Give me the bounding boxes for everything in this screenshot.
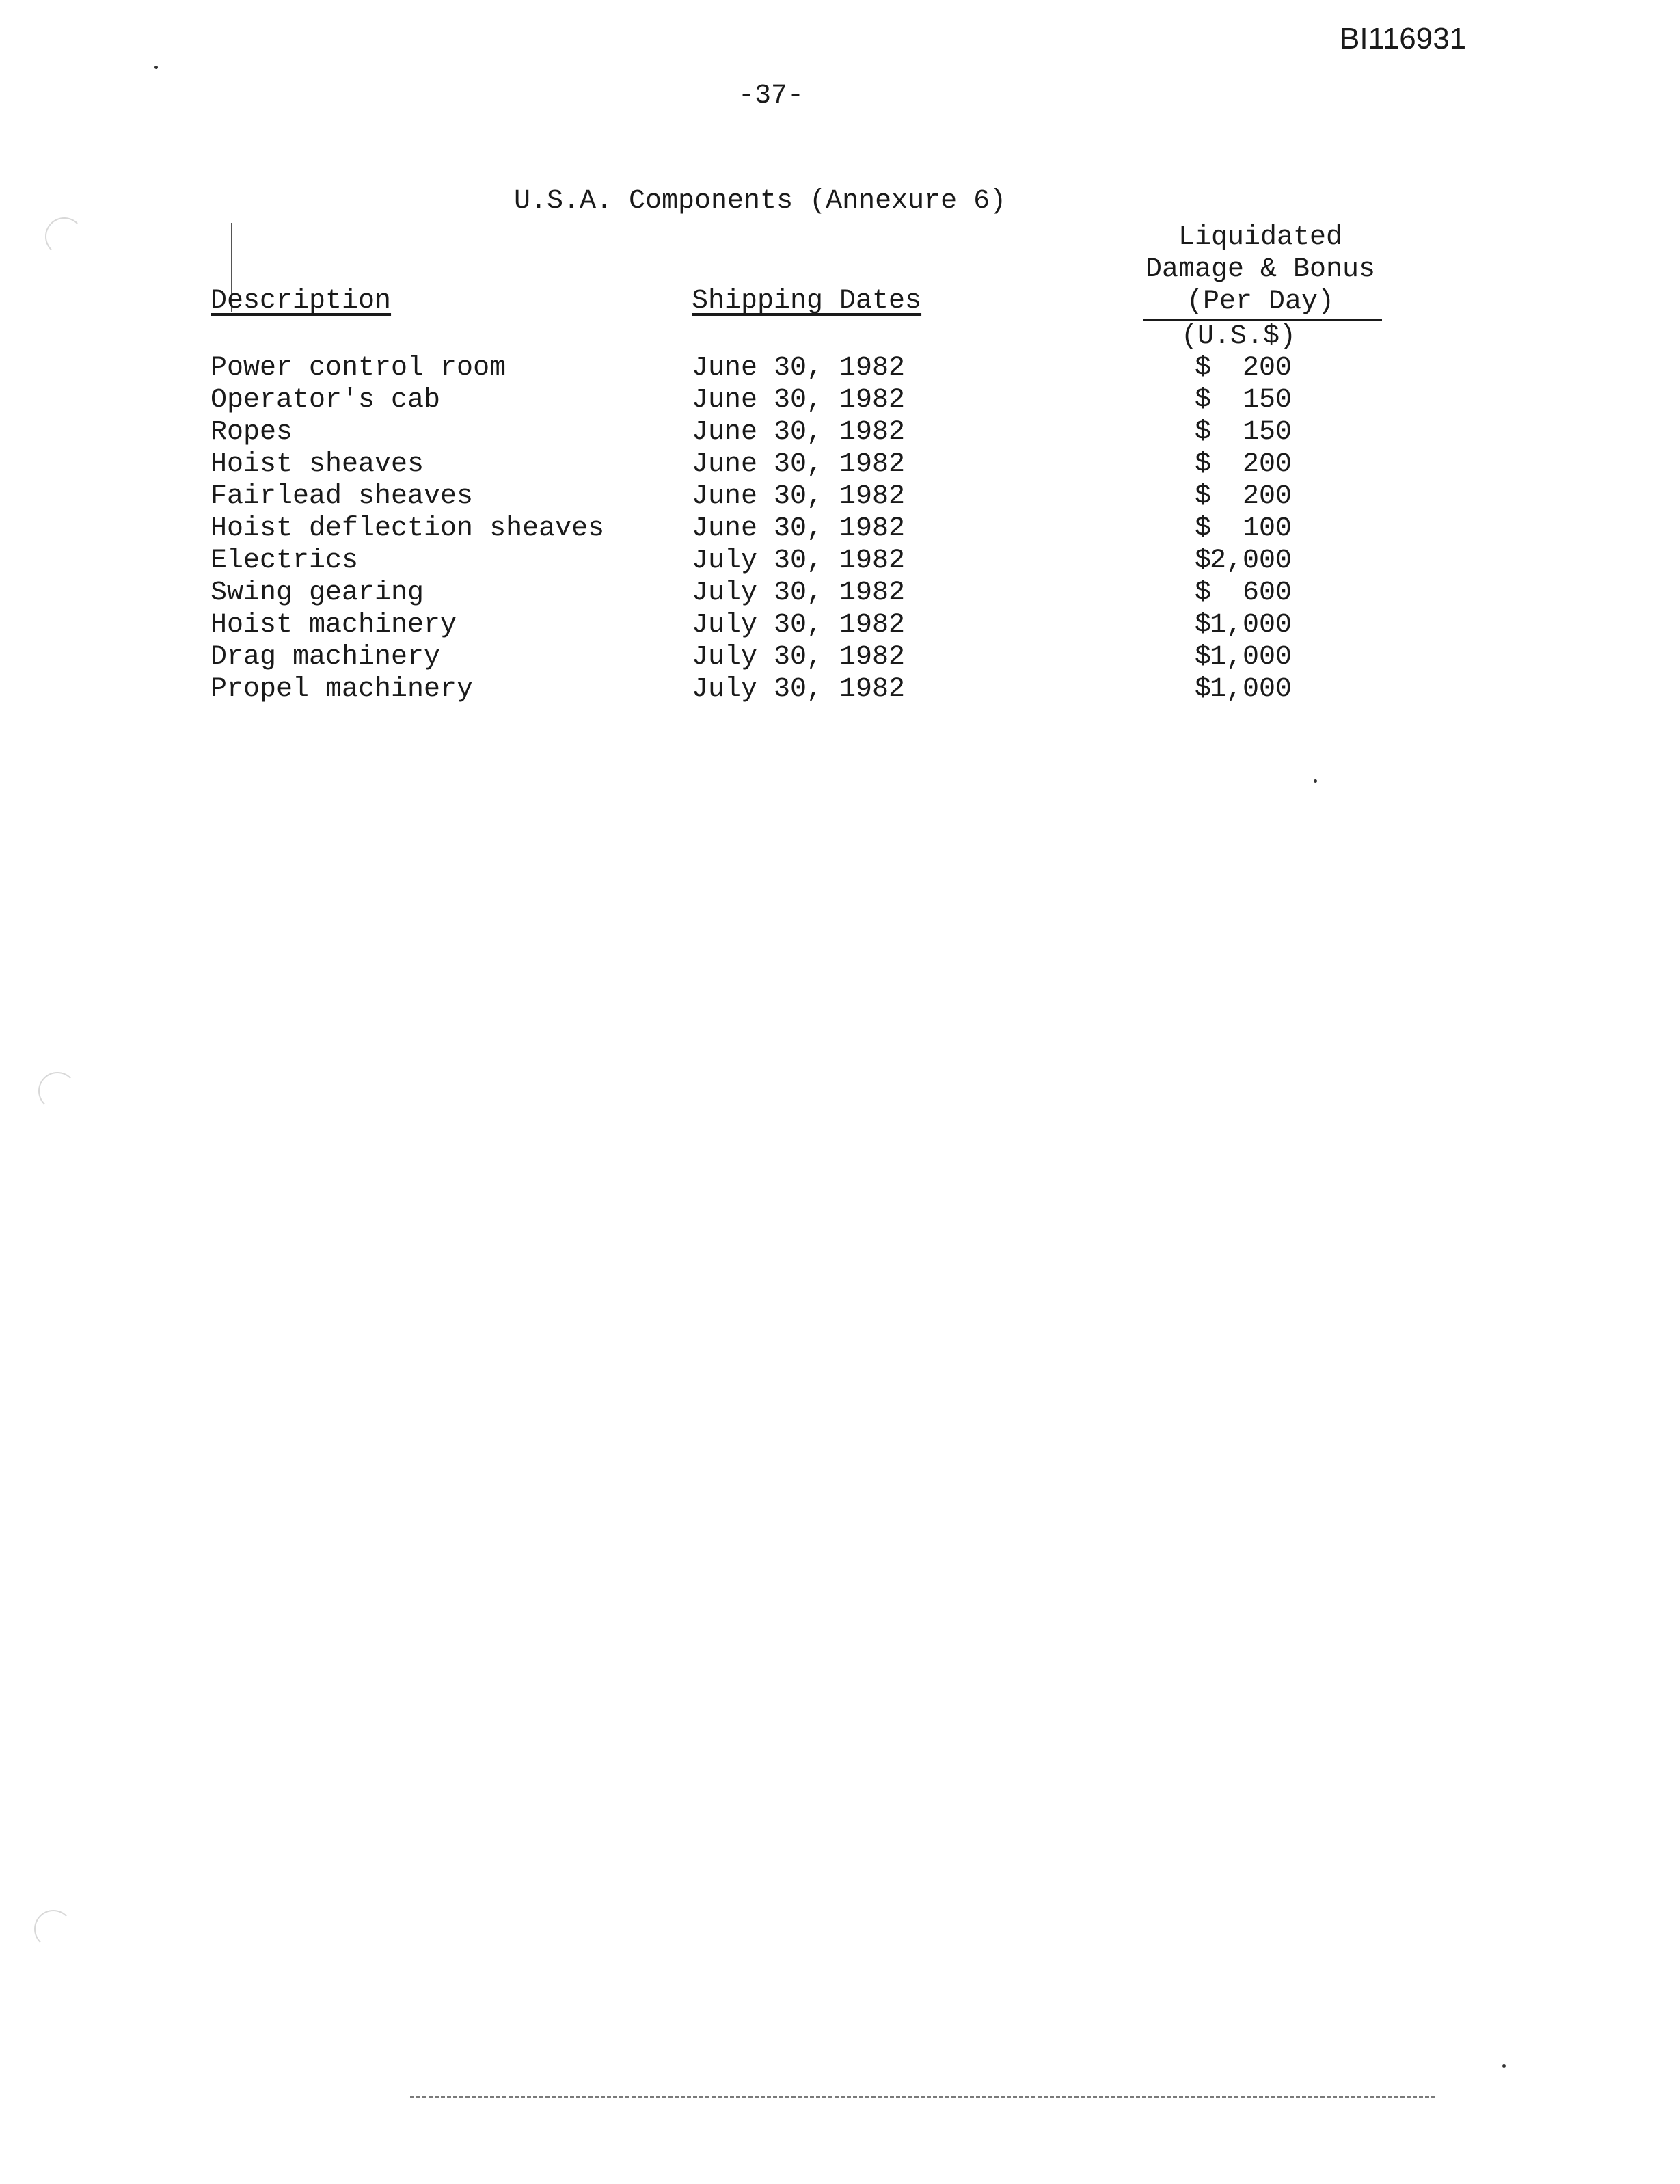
cell-shipping-date: June 30, 1982 [692,353,906,383]
cell-description: Drag machinery [211,642,441,673]
column-header-shipping-dates: Shipping Dates [692,286,922,316]
amount-value: 1,000 [1209,642,1292,673]
amount-value: 150 [1242,417,1292,448]
scan-speck [154,66,158,69]
currency-symbol: $ [1195,449,1212,480]
currency-symbol: $ [1195,353,1212,383]
cell-description: Fairlead sheaves [211,481,474,512]
punch-hole-mark [38,1072,77,1110]
cell-shipping-date: July 30, 1982 [692,610,906,641]
amount-value: 1,000 [1209,674,1292,705]
components-table-body [211,353,1372,706]
punch-hole-mark [45,217,83,256]
amount-value: 1,000 [1209,610,1292,641]
currency-symbol: $ [1195,481,1212,512]
page-number: -37- [738,81,804,111]
cell-shipping-date: July 30, 1982 [692,674,906,705]
cell-description: Power control room [211,353,506,383]
cell-description: Electrics [211,545,359,576]
amount-value: 200 [1242,353,1292,383]
currency-symbol: $ [1195,578,1212,608]
currency-symbol: $ [1195,417,1212,448]
amount-value: 200 [1242,449,1292,480]
amount-value: 600 [1242,578,1292,608]
cell-description: Ropes [211,417,293,448]
cell-description: Operator's cab [211,385,441,416]
cell-shipping-date: June 30, 1982 [692,417,906,448]
cell-shipping-date: July 30, 1982 [692,545,906,576]
table-row [211,578,1372,610]
table-title: U.S.A. Components (Annexure 6) [514,186,1007,217]
cell-shipping-date: June 30, 1982 [692,385,906,416]
cell-shipping-date: July 30, 1982 [692,642,906,673]
cell-shipping-date: July 30, 1982 [692,578,906,608]
amount-value: 200 [1242,481,1292,512]
currency-symbol: $ [1195,642,1212,673]
currency-symbol: $ [1195,545,1212,576]
page-bottom-rule [410,2096,1435,2098]
scan-speck [1502,2064,1506,2068]
cell-shipping-date: June 30, 1982 [692,513,906,544]
cell-description: Propel machinery [211,674,474,705]
column-header-description: Description [211,286,392,316]
scan-speck [1314,779,1317,783]
cell-description: Hoist deflection sheaves [211,513,605,544]
table-row [211,353,1372,385]
table-row [211,417,1372,449]
cell-description: Hoist sheaves [211,449,424,480]
column-header-liquidated-damage [1137,221,1383,318]
table-row [211,513,1372,545]
table-row [211,481,1372,513]
punch-hole-mark [34,1910,72,1948]
currency-symbol: $ [1195,385,1212,416]
cell-shipping-date: June 30, 1982 [692,481,906,512]
table-row [211,449,1372,481]
cell-description: Swing gearing [211,578,424,608]
document-id: BI116931 [1340,22,1467,55]
table-row [211,385,1372,417]
amount-value: 2,000 [1209,545,1292,576]
amount-value: 150 [1242,385,1292,416]
currency-symbol: $ [1195,513,1212,544]
header-line-damage-bonus: Damage & Bonus [1145,254,1376,285]
currency-symbol: $ [1195,674,1212,705]
table-row [211,545,1372,578]
table-row [211,674,1372,706]
header-line-liquidated: Liquidated [1178,222,1343,253]
header-line-per-day: (Per Day) [1186,286,1335,317]
cell-shipping-date: June 30, 1982 [692,449,906,480]
cell-description: Hoist machinery [211,610,457,641]
column-unit-label: (U.S.$) [1181,321,1297,352]
amount-value: 100 [1242,513,1292,544]
table-row [211,642,1372,674]
currency-symbol: $ [1195,610,1212,641]
table-row [211,610,1372,642]
